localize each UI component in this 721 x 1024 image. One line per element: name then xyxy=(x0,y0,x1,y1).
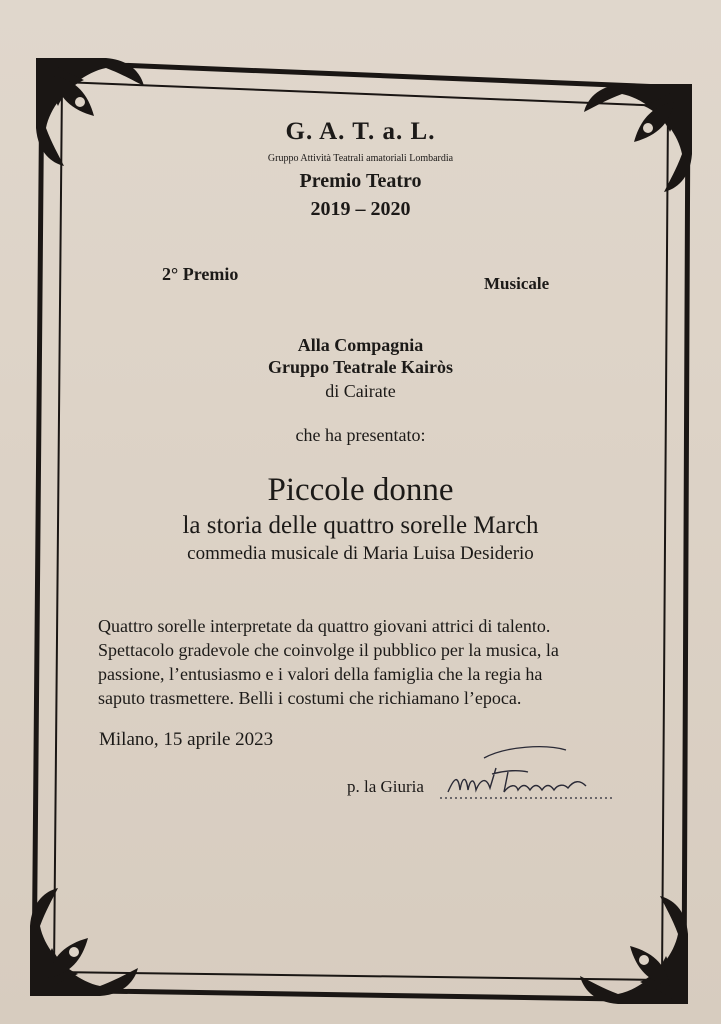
organization-full-name: Gruppo Attività Teatrali amatoriali Lombardia xyxy=(267,153,454,164)
presented-label: che ha presentato: xyxy=(295,425,426,445)
work-title: Piccole donne xyxy=(267,472,454,508)
jury-label: p. la Giuria xyxy=(347,777,424,796)
recipient-label: Alla Compagnia xyxy=(297,335,424,355)
prize-name: Premio Teatro xyxy=(299,170,422,192)
recipient-town: di Cairate xyxy=(325,381,396,401)
motivation-text xyxy=(98,614,638,710)
organization-acronym: G. A. T. a. L. xyxy=(285,118,436,145)
motivation-line: passione, l’entusiasmo e i valori della famiglia che la regia ha xyxy=(98,664,543,684)
corner-ornament-icon xyxy=(30,888,138,996)
recipient-company: Gruppo Teatrale Kairòs xyxy=(267,357,453,377)
date-line: Milano, 15 aprile 2023 xyxy=(99,729,274,750)
motivation-line: Spettacolo gradevole che coinvolge il pubblico per la musica, la xyxy=(98,640,559,660)
work-author: commedia musicale di Maria Luisa Desiderio xyxy=(187,543,534,564)
corner-ornament-icon xyxy=(580,896,688,1004)
work-subtitle: la storia delle quattro sorelle March xyxy=(182,512,539,539)
signature xyxy=(436,740,626,810)
prize-years: 2019 – 2020 xyxy=(310,198,411,220)
motivation-line: saputo trasmettere. Belli i costumi che richiamano l’epoca. xyxy=(98,688,522,708)
award-place: 2° Premio xyxy=(162,264,239,284)
motivation-line: Quattro sorelle interpretate da quattro giovani attrici di talento. xyxy=(98,616,551,636)
award-category: Musicale xyxy=(484,274,550,293)
corner-ornament-icon xyxy=(36,58,144,166)
